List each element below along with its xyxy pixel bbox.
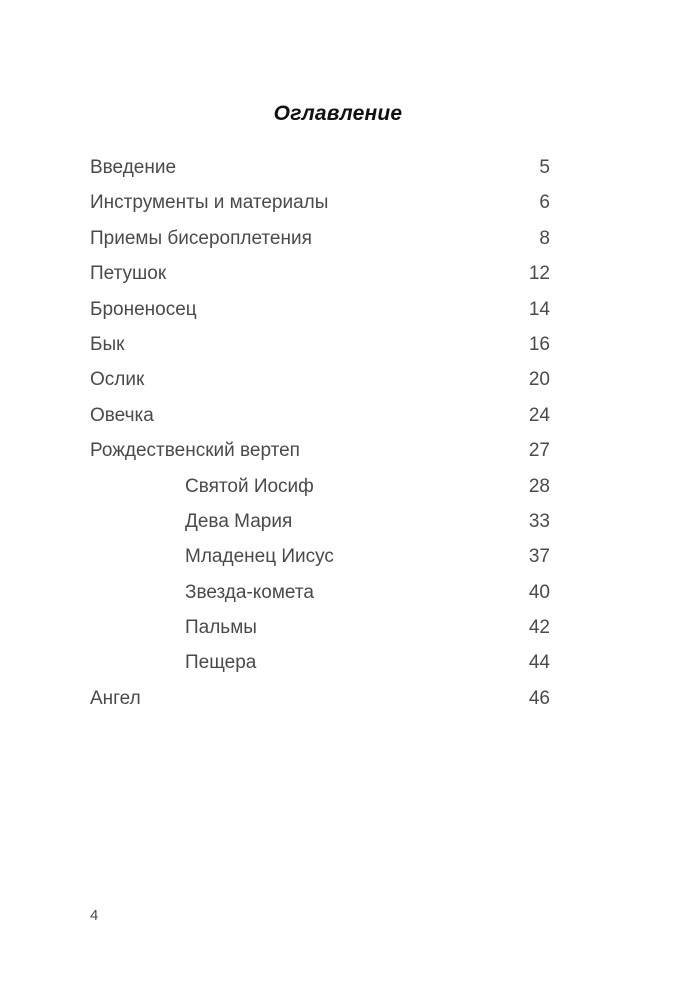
toc-entry-page: 14	[528, 298, 550, 320]
toc-entry[interactable]	[90, 362, 550, 397]
page-number: 4	[90, 907, 99, 924]
table-of-contents	[90, 150, 550, 716]
toc-subentry-page: 33	[528, 510, 550, 532]
toc-entry-page: 27	[528, 440, 550, 462]
toc-entry[interactable]	[90, 327, 550, 362]
toc-entry[interactable]	[90, 256, 550, 291]
toc-entry-label: Броненосец	[90, 298, 197, 320]
toc-entry-label: Рождественский вертеп	[90, 440, 300, 462]
page-title: Оглавление	[273, 102, 403, 126]
toc-entry-label: Инструменты и материалы	[90, 192, 329, 214]
toc-entry-label: Овечка	[90, 404, 154, 426]
toc-entry[interactable]	[90, 433, 550, 468]
toc-entry-page: 24	[528, 404, 550, 426]
toc-subentry[interactable]	[90, 469, 550, 504]
toc-subentry-page: 40	[528, 581, 550, 603]
toc-entry[interactable]	[90, 292, 550, 327]
toc-entry-label: Введение	[90, 157, 177, 178]
toc-subentry[interactable]	[90, 504, 550, 539]
toc-subentry-page: 28	[528, 475, 550, 497]
toc-entry[interactable]	[90, 150, 550, 185]
toc-entry[interactable]	[90, 185, 550, 220]
toc-entry-page: 46	[528, 687, 550, 709]
toc-entry-page: 20	[528, 369, 550, 391]
toc-subentry-page: 42	[528, 617, 550, 639]
toc-entry-page: 6	[539, 192, 550, 214]
toc-entry-page: 16	[528, 333, 550, 355]
toc-subentry-label: Святой Иосиф	[185, 475, 314, 497]
toc-subentry[interactable]	[90, 575, 550, 610]
toc-entry-label: Ангел	[90, 687, 141, 709]
toc-subentry-label: Пещера	[185, 652, 257, 674]
toc-subentry-page: 37	[528, 546, 550, 568]
toc-entry[interactable]	[90, 221, 550, 256]
toc-entry-page: 5	[539, 157, 550, 178]
toc-subentry-page: 44	[528, 652, 550, 674]
toc-entry[interactable]	[90, 398, 550, 433]
toc-subentry-label: Пальмы	[185, 617, 257, 639]
toc-subentry[interactable]	[90, 610, 550, 645]
toc-entry[interactable]	[90, 681, 550, 716]
toc-entry-label: Приемы бисероплетения	[90, 227, 312, 249]
toc-subentry-label: Дева Мария	[185, 510, 293, 532]
toc-entry-label: Ослик	[90, 369, 145, 391]
toc-subentry-label: Звезда-комета	[185, 581, 314, 603]
toc-subentry-label: Младенец Иисус	[185, 546, 334, 568]
toc-entry-label: Бык	[90, 333, 125, 355]
toc-subentry[interactable]	[90, 645, 550, 680]
toc-subentry[interactable]	[90, 539, 550, 574]
toc-entry-page: 8	[539, 227, 550, 249]
toc-entry-label: Петушок	[90, 263, 167, 285]
toc-entry-page: 12	[528, 263, 550, 285]
